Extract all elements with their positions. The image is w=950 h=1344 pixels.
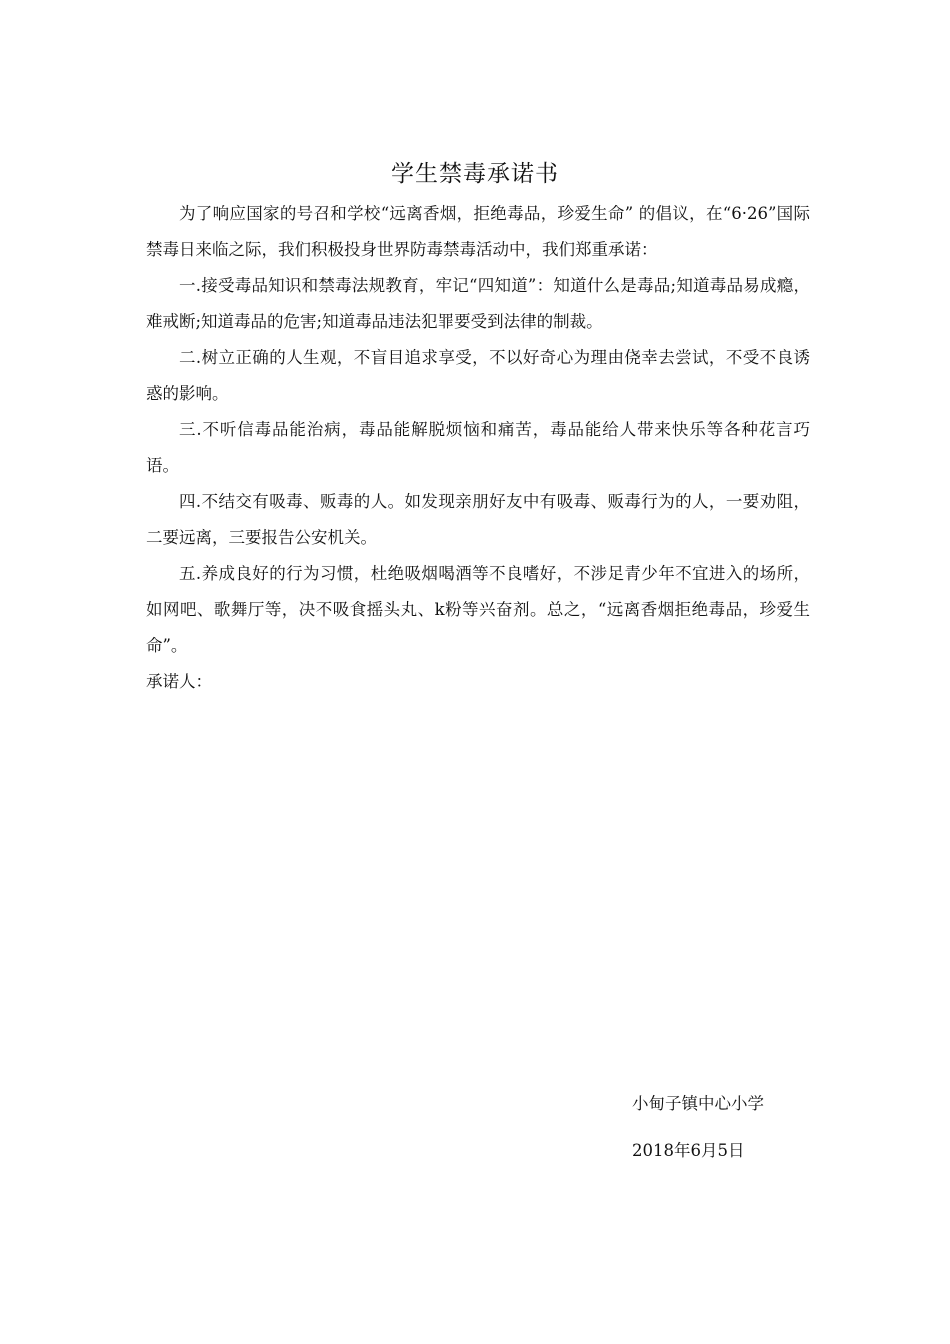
pledge-item-5: 五.养成良好的行为习惯，杜绝吸烟喝酒等不良嗜好，不涉足青少年不宜进入的场所，如网吧、歌舞厅等，决不吸食摇头丸、k粉等兴奋剂。总之，“远离香烟拒绝毒品，珍爱生命”。 [146,564,810,655]
document-title: 学生禁毒承诺书 [391,161,559,187]
signer-label: 承诺人： [146,672,212,691]
document-body [146,196,810,700]
pledge-item-1: 一.接受毒品知识和禁毒法规教育，牢记“四知道”：知道什么是毒品;知道毒品易成瘾，难戒断;知道毒品的危害;知道毒品违法犯罪要受到法律的制裁。 [146,276,810,331]
school-name: 小甸子镇中心小学 [632,1094,764,1113]
document-date: 2018年6月5日 [632,1141,745,1160]
pledge-item-4: 四.不结交有吸毒、贩毒的人。如发现亲朋好友中有吸毒、贩毒行为的人，一要劝阻，二要远离，三要报告公安机关。 [146,492,810,547]
pledge-item-2: 二.树立正确的人生观，不盲目追求享受，不以好奇心为理由侥幸去尝试，不受不良诱惑的影响。 [146,348,810,403]
signature-block [632,1086,764,1169]
pledge-item-3: 三.不听信毒品能治病，毒品能解脱烦恼和痛苦，毒品能给人带来快乐等各种花言巧语。 [146,420,810,475]
intro-paragraph: 为了响应国家的号召和学校“远离香烟，拒绝毒品，珍爱生命” 的倡议，在“6·26”国际禁毒日来临之际，我们积极投身世界防毒禁毒活动中，我们郑重承诺： [146,204,810,259]
